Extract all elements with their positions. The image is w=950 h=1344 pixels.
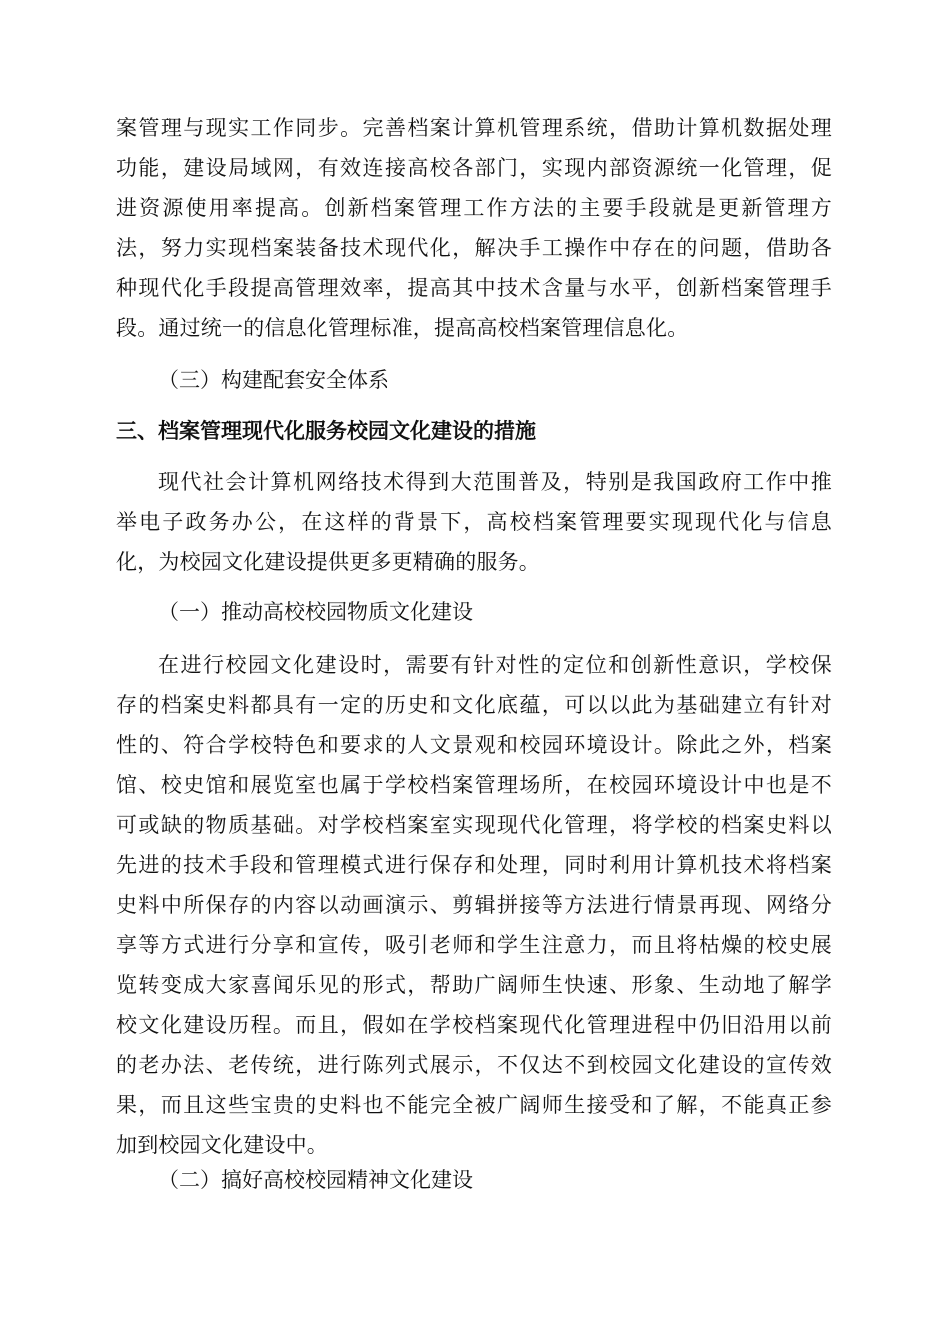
text-line: 举电子政务办公，在这样的背景下，高校档案管理要实现现代化与信息 [116,510,832,534]
text-line: 进资源使用率提高。创新档案管理工作方法的主要手段就是更新管理方 [116,196,832,220]
text-line: 在进行校园文化建设时，需要有针对性的定位和创新性意识，学校保 [158,653,832,677]
text-line: 化，为校园文化建设提供更多更精确的服务。 [116,550,540,574]
text-line: 校文化建设历程。而且，假如在学校档案现代化管理进程中仍旧沿用以前 [116,1013,832,1037]
text-line: 加到校园文化建设中。 [116,1133,328,1157]
text-line: 览转变成大家喜闻乐见的形式，帮助广阔师生快速、形象、生动地了解学 [116,973,832,997]
text-line: 馆、校史馆和展览室也属于学校档案管理场所，在校园环境设计中也是不 [116,773,832,797]
text-line: 案管理与现实工作同步。完善档案计算机管理系统，借助计算机数据处理 [116,116,832,140]
paragraph-archive-system [116,108,832,348]
text-line: 的老办法、老传统，进行陈列式展示，不仅达不到校园文化建设的宣传效 [116,1053,832,1077]
paragraph-material-culture [116,645,832,1165]
text-line: 可或缺的物质基础。对学校档案室实现现代化管理，将学校的档案史料以 [116,813,832,837]
text-line: 史料中所保存的内容以动画演示、剪辑拼接等方法进行情景再现、网络分 [116,893,832,917]
subheading-spiritual-culture: （二）搞好高校校园精神文化建设 [158,1168,473,1192]
paragraph-network-background [116,462,832,582]
text-line: 种现代化手段提高管理效率，提高其中技术含量与水平，创新档案管理手 [116,276,832,300]
text-line: 先进的技术手段和管理模式进行保存和处理，同时利用计算机技术将档案 [116,853,832,877]
text-line: 段。通过统一的信息化管理标准，提高高校档案管理信息化。 [116,316,689,340]
subheading-security-system: （三）构建配套安全体系 [158,368,389,392]
text-line: 性的、符合学校特色和要求的人文景观和校园环境设计。除此之外，档案 [116,733,832,757]
section-heading-measures: 三、档案管理现代化服务校园文化建设的措施 [116,419,536,443]
text-line: 现代社会计算机网络技术得到大范围普及，特别是我国政府工作中推 [158,470,832,494]
subheading-material-culture: （一）推动高校校园物质文化建设 [158,600,473,624]
text-line: 享等方式进行分享和宣传，吸引老师和学生注意力，而且将枯燥的校史展 [116,933,832,957]
text-line: 果，而且这些宝贵的史料也不能完全被广阔师生接受和了解，不能真正参 [116,1093,832,1117]
text-line: 法，努力实现档案装备技术现代化，解决手工操作中存在的问题，借助各 [116,236,832,260]
text-line: 存的档案史料都具有一定的历史和文化底蕴，可以以此为基础建立有针对 [116,693,832,717]
text-line: 功能，建设局域网，有效连接高校各部门，实现内部资源统一化管理，促 [116,156,832,180]
